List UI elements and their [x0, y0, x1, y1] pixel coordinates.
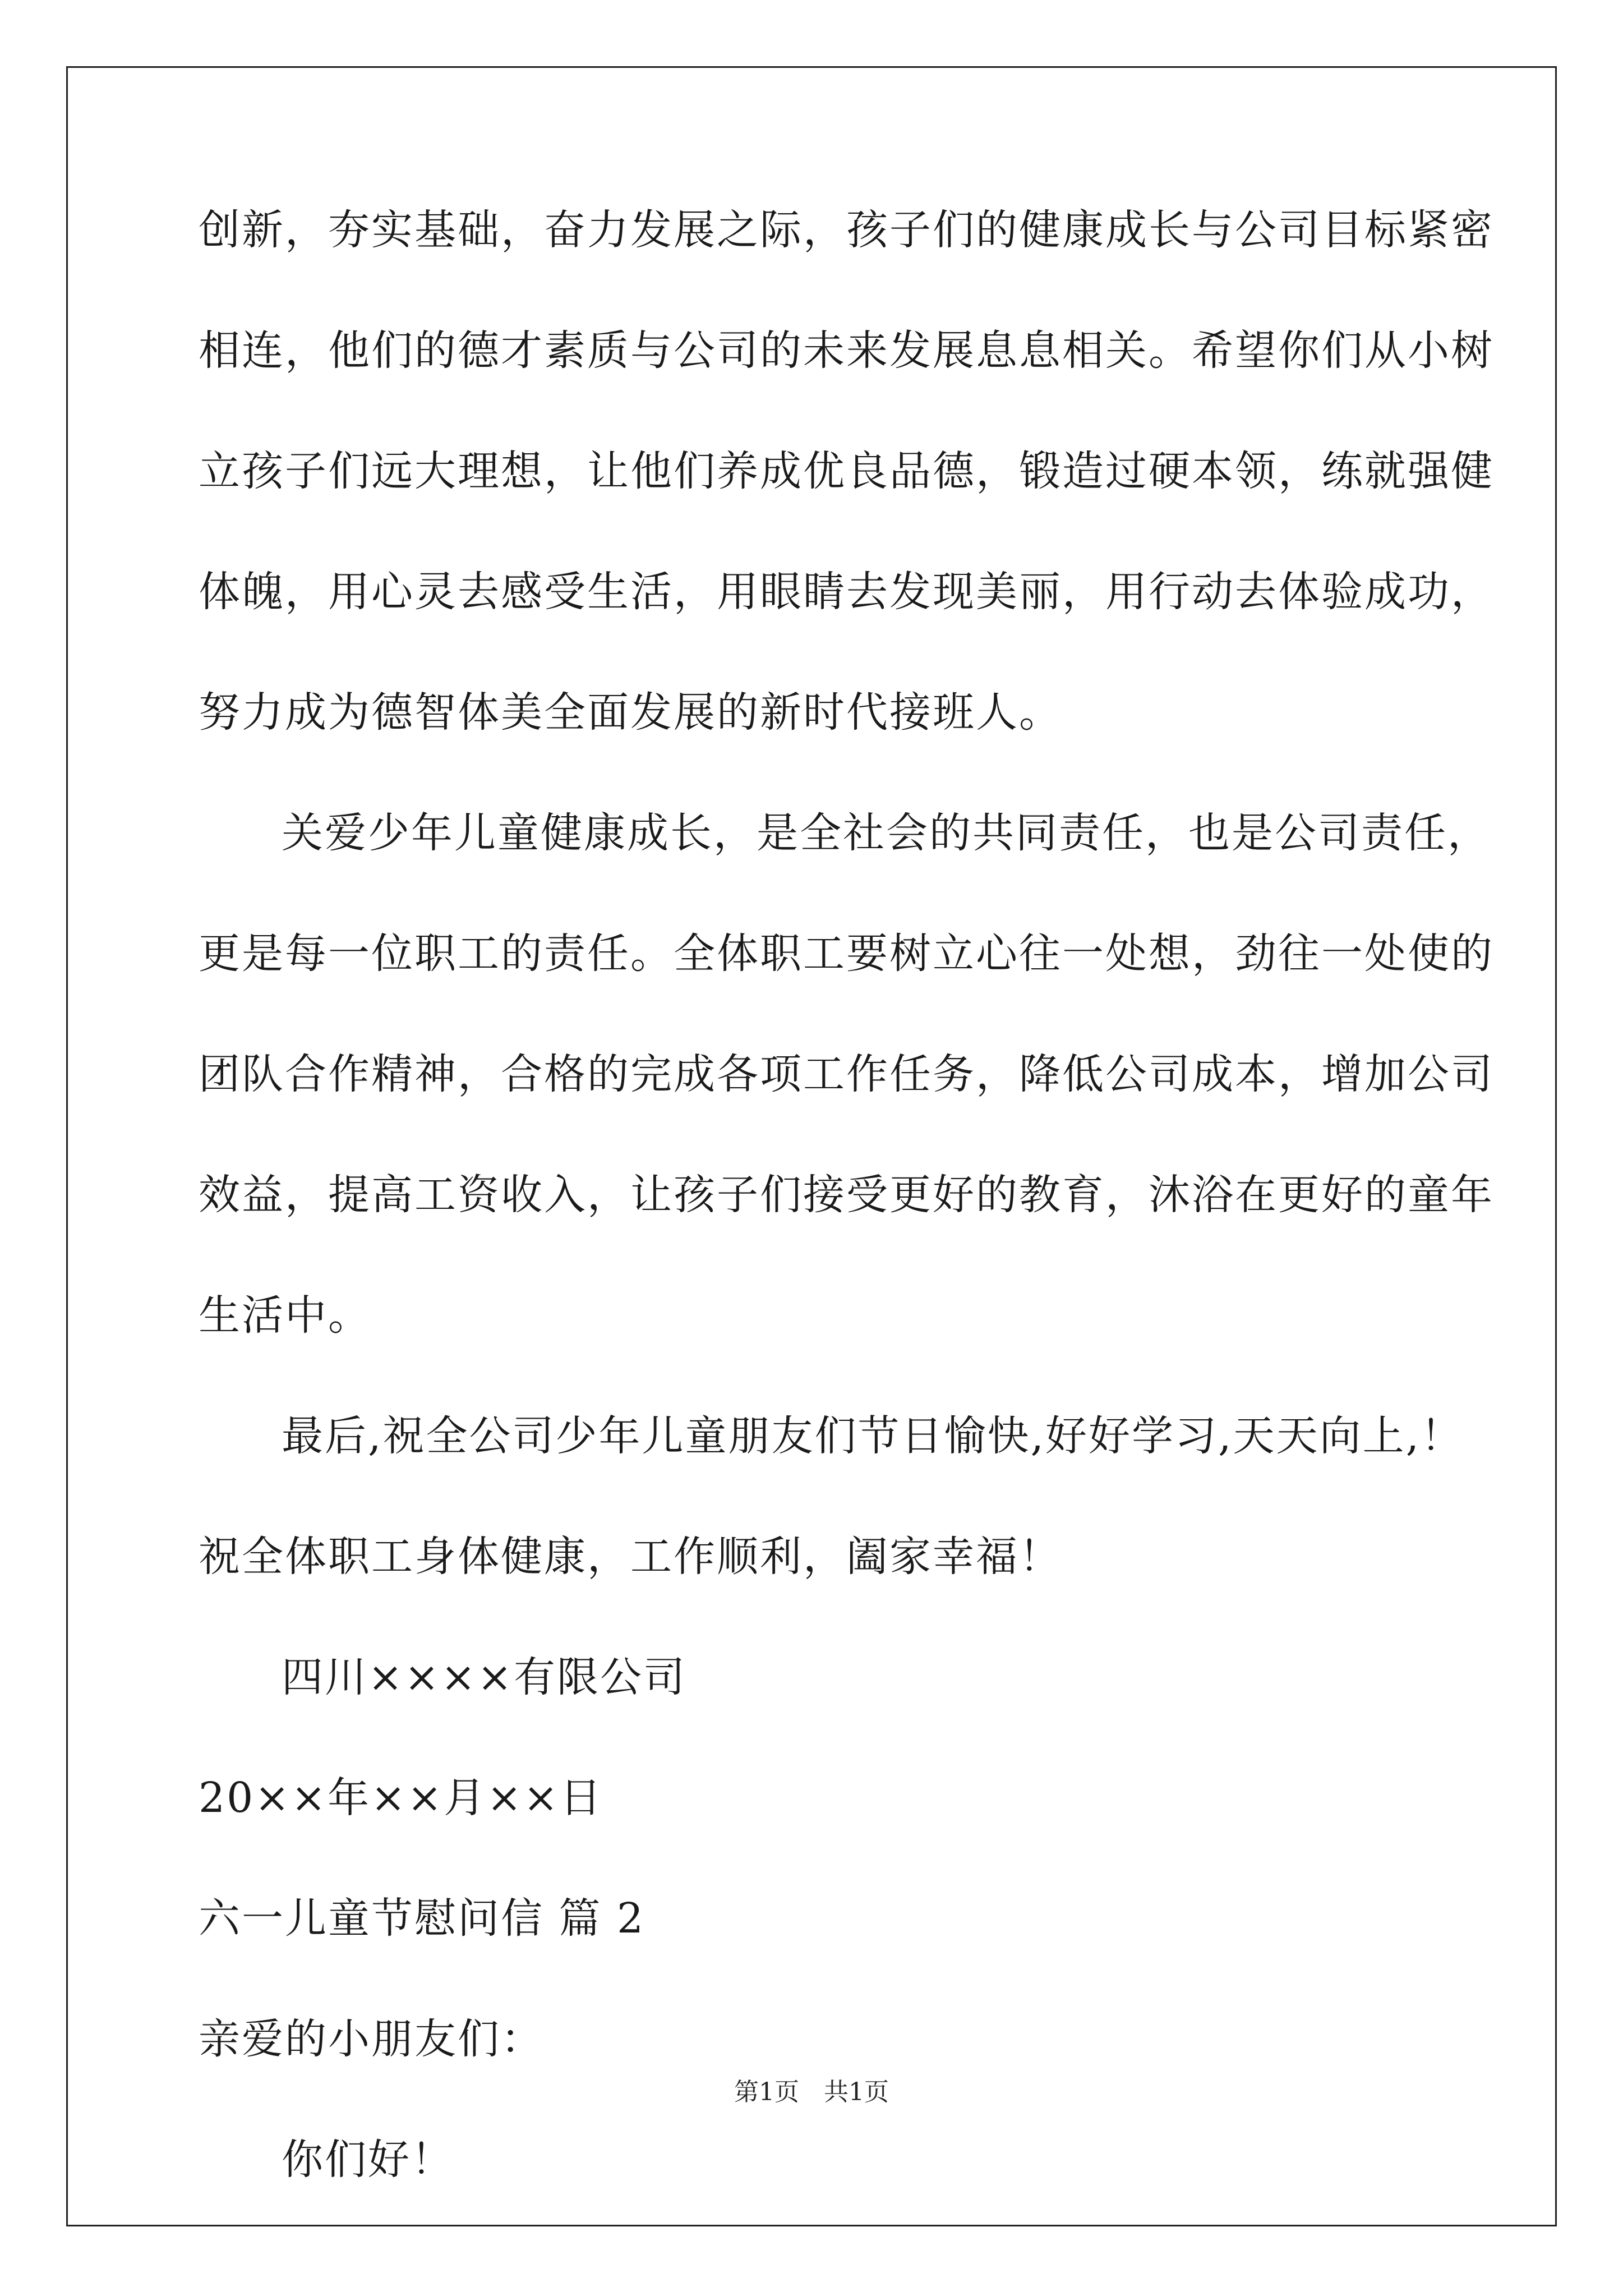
section-heading: 六一儿童节慰问信 篇 2 — [199, 1894, 645, 1943]
text-line: 更是每一位职工的责任。全体职工要树立心往一处想，劲往一处使的 — [199, 930, 1494, 978]
paragraph-start-line: 关爱少年儿童健康成长，是全社会的共同责任，也是公司责任， — [282, 809, 1491, 857]
page-number: 第1页 — [734, 2078, 799, 2106]
paragraph-start-line: 最后,祝全公司少年儿童朋友们节日愉快,好好学习,天天向上,！ — [282, 1412, 1464, 1460]
text-line: 祝全体职工身体健康，工作顺利，阖家幸福！ — [199, 1533, 1062, 1581]
signature-date: 20××年××月××日 — [199, 1774, 603, 1822]
text-line: 效益，提高工资收入，让孩子们接受更好的教育，沐浴在更好的童年 — [199, 1171, 1494, 1219]
page-total: 共1页 — [824, 2078, 889, 2106]
text-line: 努力成为德智体美全面发展的新时代接班人。 — [199, 688, 1062, 737]
salutation: 亲爱的小朋友们： — [199, 2015, 544, 2063]
text-line: 相连，他们的德才素质与公司的未来发展息息相关。希望你们从小树 — [199, 326, 1494, 375]
page-footer — [0, 2076, 1623, 2109]
text-line: 创新，夯实基础，奋力发展之际，孩子们的健康成长与公司目标紧密 — [199, 206, 1494, 254]
text-line: 立孩子们远大理想，让他们养成优良品德，锻造过硬本领，练就强健 — [199, 447, 1494, 495]
greeting: 你们好！ — [282, 2136, 454, 2184]
signature-company: 四川××××有限公司 — [282, 1653, 687, 1701]
text-line: 团队合作精神，合格的完成各项工作任务，降低公司成本，增加公司 — [199, 1050, 1494, 1098]
text-line: 体魄，用心灵去感受生活，用眼睛去发现美丽，用行动去体验成功， — [199, 568, 1494, 616]
text-line: 生活中。 — [199, 1291, 371, 1340]
document-body — [199, 199, 1494, 2249]
